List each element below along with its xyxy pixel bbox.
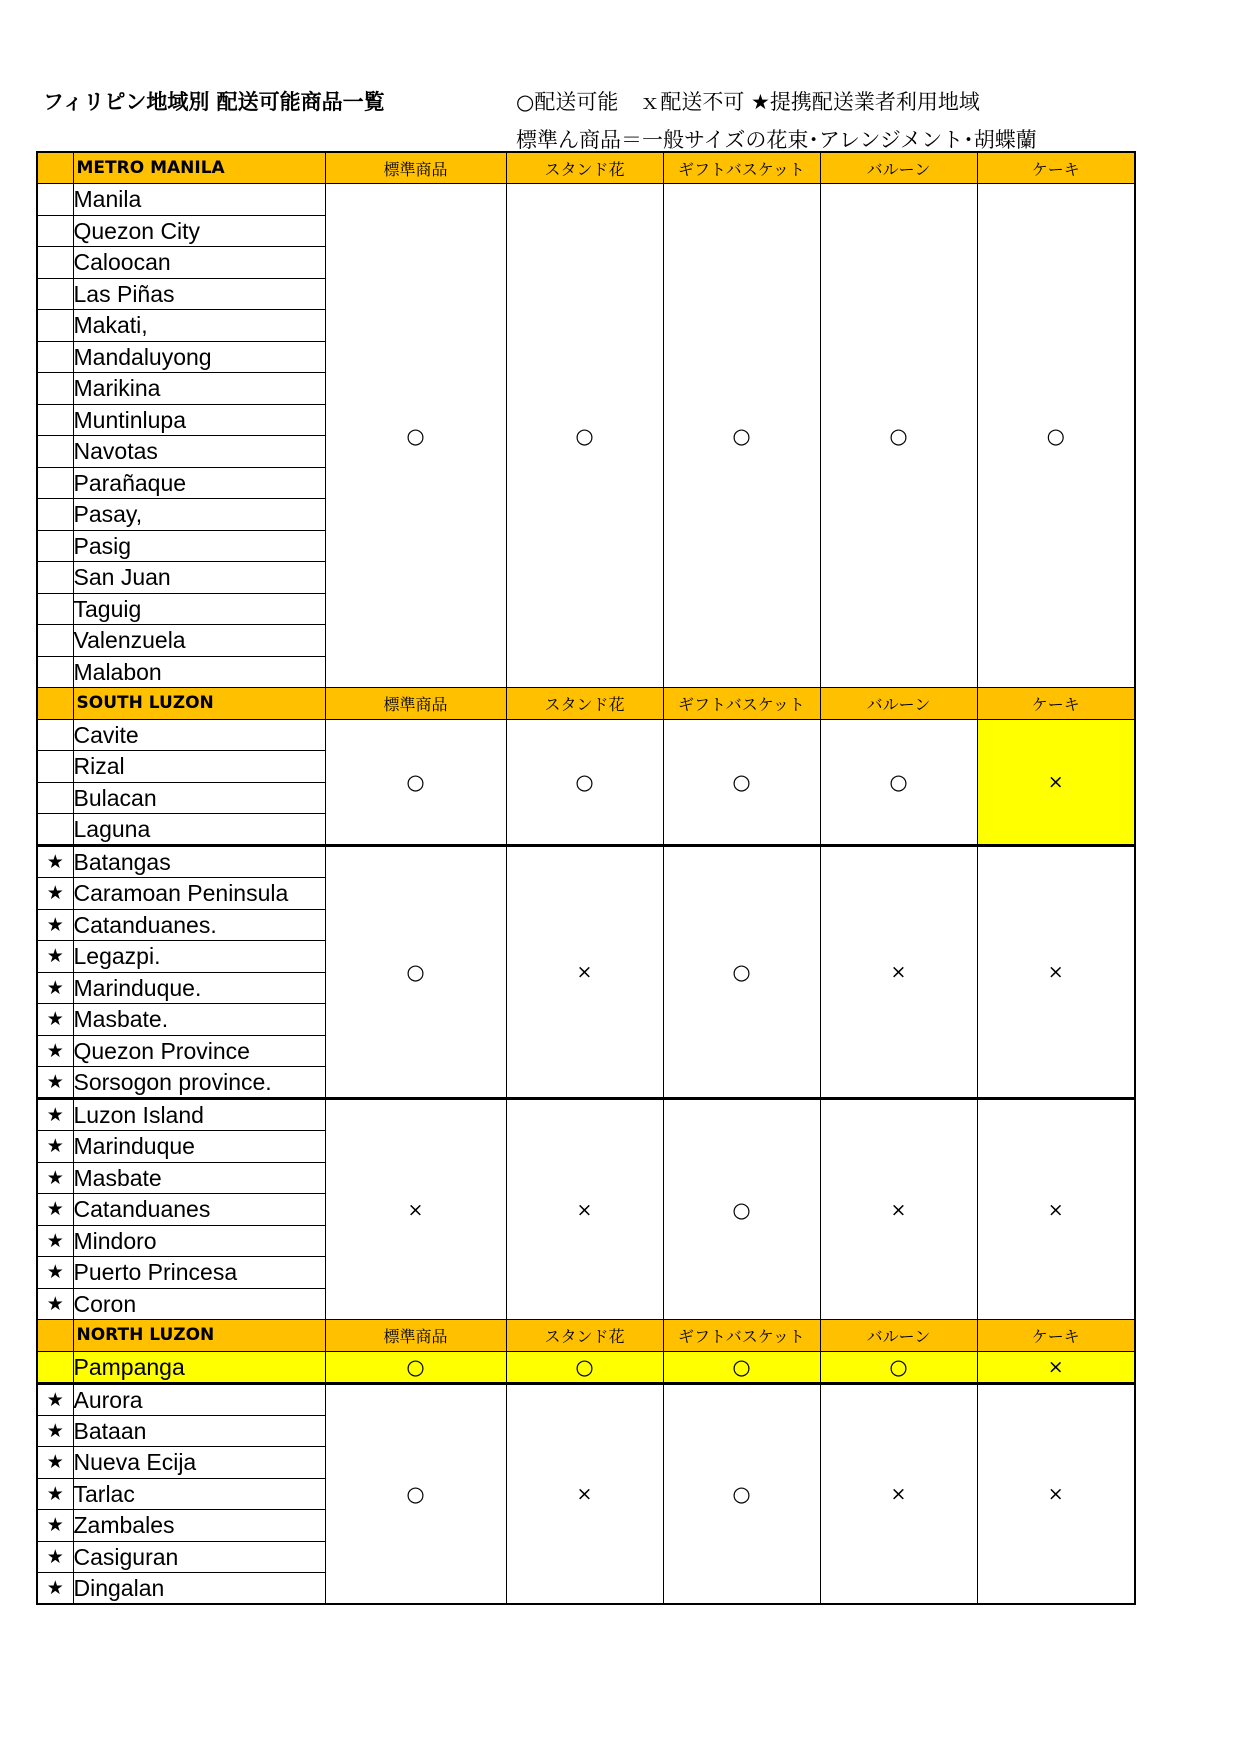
place-name: Pampanga bbox=[73, 1351, 325, 1383]
star-blank bbox=[37, 1351, 73, 1383]
column-header: バルーン bbox=[820, 1320, 977, 1352]
place-name: Taguig bbox=[73, 593, 325, 625]
place-name: Bataan bbox=[73, 1415, 325, 1447]
star-icon: ★ bbox=[37, 1257, 73, 1289]
star-icon: ★ bbox=[37, 1225, 73, 1257]
place-name: Nueva Ecija bbox=[73, 1447, 325, 1479]
table-row bbox=[37, 1383, 1135, 1415]
place-name: Batangas bbox=[73, 846, 325, 878]
place-name: Mandaluyong bbox=[73, 341, 325, 373]
place-name: Coron bbox=[73, 1288, 325, 1320]
place-name: Marikina bbox=[73, 373, 325, 405]
star-icon: ★ bbox=[37, 1194, 73, 1226]
place-name: Manila bbox=[73, 184, 325, 216]
place-name: Quezon City bbox=[73, 215, 325, 247]
place-name: Laguna bbox=[73, 814, 325, 846]
star-blank bbox=[37, 404, 73, 436]
availability-cell: × bbox=[506, 1099, 663, 1320]
star-blank bbox=[37, 530, 73, 562]
place-name: Marinduque. bbox=[73, 972, 325, 1004]
column-header: バルーン bbox=[820, 152, 977, 184]
column-header: スタンド花 bbox=[506, 1320, 663, 1352]
place-name: Caloocan bbox=[73, 247, 325, 279]
star-icon: ★ bbox=[37, 941, 73, 973]
availability-cell: ○ bbox=[663, 1351, 820, 1383]
star-blank bbox=[37, 719, 73, 751]
place-name: Catanduanes. bbox=[73, 909, 325, 941]
place-name: Tarlac bbox=[73, 1478, 325, 1510]
table-row bbox=[37, 846, 1135, 878]
place-name: Quezon Province bbox=[73, 1035, 325, 1067]
availability-cell: ○ bbox=[325, 1383, 506, 1604]
availability-cell: × bbox=[820, 846, 977, 1099]
star-blank bbox=[37, 593, 73, 625]
place-name: Valenzuela bbox=[73, 625, 325, 657]
star-blank bbox=[37, 499, 73, 531]
star-blank bbox=[37, 467, 73, 499]
table-row bbox=[37, 1099, 1135, 1131]
star-icon: ★ bbox=[37, 1131, 73, 1163]
place-name: Puerto Princesa bbox=[73, 1257, 325, 1289]
place-name: Dingalan bbox=[73, 1573, 325, 1605]
section-header-blank bbox=[37, 1320, 73, 1352]
availability-cell: × bbox=[977, 719, 1135, 846]
availability-cell: × bbox=[820, 1383, 977, 1604]
availability-cell: × bbox=[977, 1351, 1135, 1383]
availability-cell: ○ bbox=[820, 184, 977, 688]
column-header: ケーキ bbox=[977, 152, 1135, 184]
availability-cell: ○ bbox=[325, 184, 506, 688]
place-name: Marinduque bbox=[73, 1131, 325, 1163]
table-row bbox=[37, 719, 1135, 751]
star-icon: ★ bbox=[37, 1162, 73, 1194]
place-name: Casiguran bbox=[73, 1541, 325, 1573]
place-name: Mindoro bbox=[73, 1225, 325, 1257]
availability-cell: ○ bbox=[663, 719, 820, 846]
legend: ○配送可能 ｘ配送不可 ★提携配送業者利用地域 bbox=[516, 90, 980, 114]
star-icon: ★ bbox=[37, 1099, 73, 1131]
place-name: San Juan bbox=[73, 562, 325, 594]
availability-cell: ○ bbox=[506, 184, 663, 688]
availability-cell: ○ bbox=[663, 1099, 820, 1320]
star-blank bbox=[37, 278, 73, 310]
column-header: スタンド花 bbox=[506, 688, 663, 720]
table-row bbox=[37, 1351, 1135, 1383]
star-icon: ★ bbox=[37, 1383, 73, 1415]
star-blank bbox=[37, 373, 73, 405]
place-name: Sorsogon province. bbox=[73, 1067, 325, 1099]
column-header: ギフトバスケット bbox=[663, 152, 820, 184]
availability-cell: ○ bbox=[663, 184, 820, 688]
star-icon: ★ bbox=[37, 1004, 73, 1036]
place-name: Legazpi. bbox=[73, 941, 325, 973]
availability-cell: ○ bbox=[663, 1383, 820, 1604]
availability-cell: ○ bbox=[506, 719, 663, 846]
availability-cell: × bbox=[977, 1383, 1135, 1604]
availability-cell: ○ bbox=[325, 1351, 506, 1383]
star-icon: ★ bbox=[37, 1447, 73, 1479]
place-name: Aurora bbox=[73, 1383, 325, 1415]
availability-cell: × bbox=[977, 846, 1135, 1099]
product-note: 標準ん商品＝一般サイズの花束･アレンジメント･胡蝶蘭 bbox=[516, 128, 1037, 152]
star-icon: ★ bbox=[37, 878, 73, 910]
column-header: ケーキ bbox=[977, 1320, 1135, 1352]
availability-cell: ○ bbox=[325, 719, 506, 846]
star-blank bbox=[37, 782, 73, 814]
availability-cell: ○ bbox=[325, 846, 506, 1099]
star-blank bbox=[37, 247, 73, 279]
place-name: Catanduanes bbox=[73, 1194, 325, 1226]
place-name: Masbate bbox=[73, 1162, 325, 1194]
star-icon: ★ bbox=[37, 1478, 73, 1510]
column-header: バルーン bbox=[820, 688, 977, 720]
place-name: Masbate. bbox=[73, 1004, 325, 1036]
place-name: Pasig bbox=[73, 530, 325, 562]
availability-cell: × bbox=[506, 846, 663, 1099]
place-name: Luzon Island bbox=[73, 1099, 325, 1131]
section-name: NORTH LUZON bbox=[73, 1320, 325, 1352]
section-header-row bbox=[37, 152, 1135, 184]
place-name: Bulacan bbox=[73, 782, 325, 814]
availability-cell: × bbox=[325, 1099, 506, 1320]
place-name: Rizal bbox=[73, 751, 325, 783]
section-name: METRO MANILA bbox=[73, 152, 325, 184]
place-name: Makati, bbox=[73, 310, 325, 342]
column-header: ギフトバスケット bbox=[663, 1320, 820, 1352]
star-icon: ★ bbox=[37, 1510, 73, 1542]
column-header: 標準商品 bbox=[325, 152, 506, 184]
availability-cell: × bbox=[506, 1383, 663, 1604]
table-row bbox=[37, 184, 1135, 216]
column-header: 標準商品 bbox=[325, 688, 506, 720]
star-blank bbox=[37, 656, 73, 688]
star-blank bbox=[37, 215, 73, 247]
star-blank bbox=[37, 341, 73, 373]
star-icon: ★ bbox=[37, 1067, 73, 1099]
star-blank bbox=[37, 625, 73, 657]
availability-cell: × bbox=[977, 1099, 1135, 1320]
place-name: Malabon bbox=[73, 656, 325, 688]
place-name: Cavite bbox=[73, 719, 325, 751]
star-icon: ★ bbox=[37, 972, 73, 1004]
place-name: Navotas bbox=[73, 436, 325, 468]
availability-cell: ○ bbox=[977, 184, 1135, 688]
section-header-row bbox=[37, 1320, 1135, 1352]
star-icon: ★ bbox=[37, 1415, 73, 1447]
column-header: ギフトバスケット bbox=[663, 688, 820, 720]
availability-cell: ○ bbox=[663, 846, 820, 1099]
star-icon: ★ bbox=[37, 1541, 73, 1573]
star-blank bbox=[37, 562, 73, 594]
place-name: Zambales bbox=[73, 1510, 325, 1542]
star-icon: ★ bbox=[37, 1035, 73, 1067]
section-header-blank bbox=[37, 688, 73, 720]
section-header-blank bbox=[37, 152, 73, 184]
star-icon: ★ bbox=[37, 909, 73, 941]
section-header-row bbox=[37, 688, 1135, 720]
availability-cell: ○ bbox=[820, 1351, 977, 1383]
place-name: Pasay, bbox=[73, 499, 325, 531]
star-icon: ★ bbox=[37, 846, 73, 878]
star-blank bbox=[37, 184, 73, 216]
column-header: 標準商品 bbox=[325, 1320, 506, 1352]
place-name: Las Piñas bbox=[73, 278, 325, 310]
delivery-table bbox=[36, 151, 1136, 1605]
section-name: SOUTH LUZON bbox=[73, 688, 325, 720]
page-title: フィリピン地域別 配送可能商品一覧 bbox=[43, 90, 385, 114]
star-icon: ★ bbox=[37, 1573, 73, 1605]
availability-cell: ○ bbox=[506, 1351, 663, 1383]
star-blank bbox=[37, 436, 73, 468]
place-name: Parañaque bbox=[73, 467, 325, 499]
availability-cell: ○ bbox=[820, 719, 977, 846]
star-blank bbox=[37, 751, 73, 783]
star-icon: ★ bbox=[37, 1288, 73, 1320]
column-header: スタンド花 bbox=[506, 152, 663, 184]
column-header: ケーキ bbox=[977, 688, 1135, 720]
availability-cell: × bbox=[820, 1099, 977, 1320]
star-blank bbox=[37, 310, 73, 342]
star-blank bbox=[37, 814, 73, 846]
place-name: Muntinlupa bbox=[73, 404, 325, 436]
place-name: Caramoan Peninsula bbox=[73, 878, 325, 910]
